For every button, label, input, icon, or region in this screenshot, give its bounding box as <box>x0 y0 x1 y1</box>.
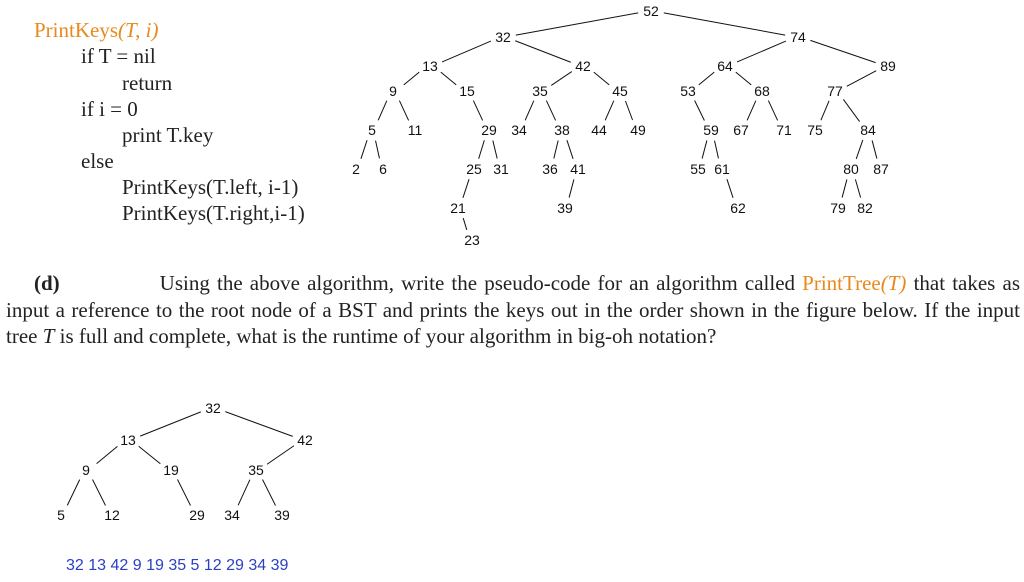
tree-edge <box>847 71 876 87</box>
tree-edge <box>525 101 534 121</box>
tree-edge <box>225 412 292 437</box>
tree-edge <box>768 101 777 121</box>
tree-node-label: 19 <box>163 462 179 478</box>
tree-node-label: 89 <box>880 58 896 74</box>
tree-edge <box>399 101 408 121</box>
tree-edge <box>546 101 555 121</box>
tree-edge <box>737 41 786 62</box>
tree-node-label: 80 <box>843 161 859 177</box>
tree-edge <box>567 140 573 159</box>
tree-edge <box>695 100 705 120</box>
tree-node-label: 32 <box>205 400 221 416</box>
tree-node-label: 79 <box>830 200 846 216</box>
pseudocode-line: return <box>122 71 173 95</box>
tree-edge <box>515 41 571 63</box>
tree-edge <box>747 101 756 121</box>
tree-node-label: 41 <box>570 161 586 177</box>
tree-edge <box>736 72 751 85</box>
tree-node-label: 12 <box>104 507 120 523</box>
pseudocode-line: PrintKeys(T.right,i-1) <box>122 201 305 225</box>
tree-node-label: 71 <box>776 122 792 138</box>
tree-node-label: 42 <box>297 432 313 448</box>
function-name: PrintKeys <box>34 18 118 42</box>
tree-edge <box>554 141 558 159</box>
tree-node-label: 6 <box>379 161 387 177</box>
tree-node-label: 5 <box>57 507 65 523</box>
tree-edge <box>516 13 638 35</box>
tree-node-label: 15 <box>459 83 475 99</box>
pseudocode-line: if T = nil <box>81 44 156 68</box>
tree-edge <box>551 72 572 86</box>
tree-edge <box>702 140 707 158</box>
tree-node-label: 39 <box>557 200 573 216</box>
tree-edge <box>843 99 859 121</box>
question-paragraph <box>6 270 1020 350</box>
question-text-3: is full and complete, what is the runtime of your algorithm in big-oh notation? <box>54 324 717 348</box>
tree-node-label: 36 <box>542 161 558 177</box>
tree-node-label: 23 <box>464 232 480 248</box>
tree-node-label: 87 <box>873 161 889 177</box>
tree-node-label: 29 <box>189 507 205 523</box>
tree-node-label: 25 <box>466 161 482 177</box>
tree-edge <box>178 480 191 506</box>
pseudocode-line: print T.key <box>122 123 214 147</box>
tree-edge <box>715 141 719 159</box>
tree-edge <box>404 72 419 85</box>
tree-node-label: 61 <box>714 161 730 177</box>
tree-node-label: 77 <box>827 83 843 99</box>
tree-edge <box>97 446 118 463</box>
tree-edge <box>821 101 829 120</box>
tree-node-label: 59 <box>703 122 719 138</box>
tree-edge <box>727 179 733 198</box>
tree-node-label: 29 <box>481 122 497 138</box>
tree-edge <box>93 480 106 506</box>
function-args: (T, i) <box>118 18 159 42</box>
question-label: (d) <box>34 271 60 295</box>
tree-node-label: 42 <box>575 58 591 74</box>
tree-node-label: 84 <box>860 122 876 138</box>
tree-node-label: 67 <box>733 122 749 138</box>
tree-edge <box>441 72 456 85</box>
tree-node-label: 9 <box>389 83 397 99</box>
tree-node-label: 68 <box>754 83 770 99</box>
tree-edge <box>463 179 469 198</box>
tree-edge <box>810 40 875 62</box>
tree-node-label: 13 <box>120 432 136 448</box>
tree-node-label: 39 <box>274 507 290 523</box>
tree-edge <box>625 101 632 120</box>
bottom-bst-diagram <box>0 395 360 545</box>
tree-node-label: 5 <box>368 122 376 138</box>
tree-edge <box>872 140 877 158</box>
tree-node-label: 9 <box>82 462 90 478</box>
tree-node-label: 31 <box>493 161 509 177</box>
tree-edge <box>376 141 380 159</box>
question-text-2: that takes as input a reference to the root node of a BST and prints the keys out in the order shown in the figure below. If the input tree <box>6 271 1020 348</box>
tree-edge <box>139 446 161 463</box>
tree-edge <box>493 141 497 159</box>
tree-edge <box>263 480 276 506</box>
tree-edge <box>699 72 714 85</box>
tree-node-label: 2 <box>352 161 360 177</box>
tree-edge <box>605 101 614 121</box>
tree-node-label: 35 <box>532 83 548 99</box>
question-text-1: Using the above algorithm, write the pseudo-code for an algorithm called <box>159 271 803 295</box>
tree-node-label: 74 <box>790 29 806 45</box>
tree-node-label: 34 <box>511 122 527 138</box>
tree-node-label: 52 <box>643 3 659 19</box>
tree-node-label: 34 <box>224 507 240 523</box>
pseudocode-line: else <box>81 149 114 173</box>
tree-edge <box>479 140 485 158</box>
tree-edge <box>267 446 294 465</box>
tree-node-label: 53 <box>680 83 696 99</box>
tree-node-label: 44 <box>591 122 607 138</box>
tree-edge <box>856 140 863 159</box>
tree-node-label: 35 <box>248 462 264 478</box>
tree-node-label: 32 <box>495 29 511 45</box>
tree-edge <box>473 101 482 121</box>
tree-node-label: 38 <box>554 122 570 138</box>
question-var-t: T <box>42 324 55 348</box>
tree-node-label: 13 <box>422 58 438 74</box>
tree-node-label: 55 <box>690 161 706 177</box>
tree-edge <box>855 179 860 197</box>
tree-node-label: 75 <box>807 122 823 138</box>
tree-edge <box>463 218 467 230</box>
tree-node-label: 45 <box>612 83 628 99</box>
pseudocode-line: if i = 0 <box>81 97 138 121</box>
tree-edge <box>238 480 250 506</box>
tree-edge <box>569 179 574 197</box>
output-order: 32 13 42 9 19 35 5 12 29 34 39 <box>66 557 289 574</box>
tree-edge <box>361 140 367 159</box>
tree-node-label: 64 <box>717 58 733 74</box>
tree-node-label: 11 <box>407 122 423 138</box>
tree-node-label: 62 <box>730 200 746 216</box>
printtree-name: PrintTree <box>802 271 881 295</box>
printtree-args: (T) <box>880 271 907 295</box>
tree-edge <box>378 101 387 121</box>
tree-edge <box>140 412 201 436</box>
tree-node-label: 21 <box>450 200 466 216</box>
pseudocode-line: PrintKeys(T.left, i-1) <box>122 175 299 199</box>
tree-edge <box>67 480 79 506</box>
tree-edge <box>442 41 491 62</box>
top-bst-diagram <box>0 0 1024 260</box>
tree-edge <box>842 179 847 197</box>
tree-node-label: 49 <box>630 122 646 138</box>
tree-edge <box>664 13 785 35</box>
tree-edge <box>594 72 609 85</box>
tree-node-label: 82 <box>857 200 873 216</box>
